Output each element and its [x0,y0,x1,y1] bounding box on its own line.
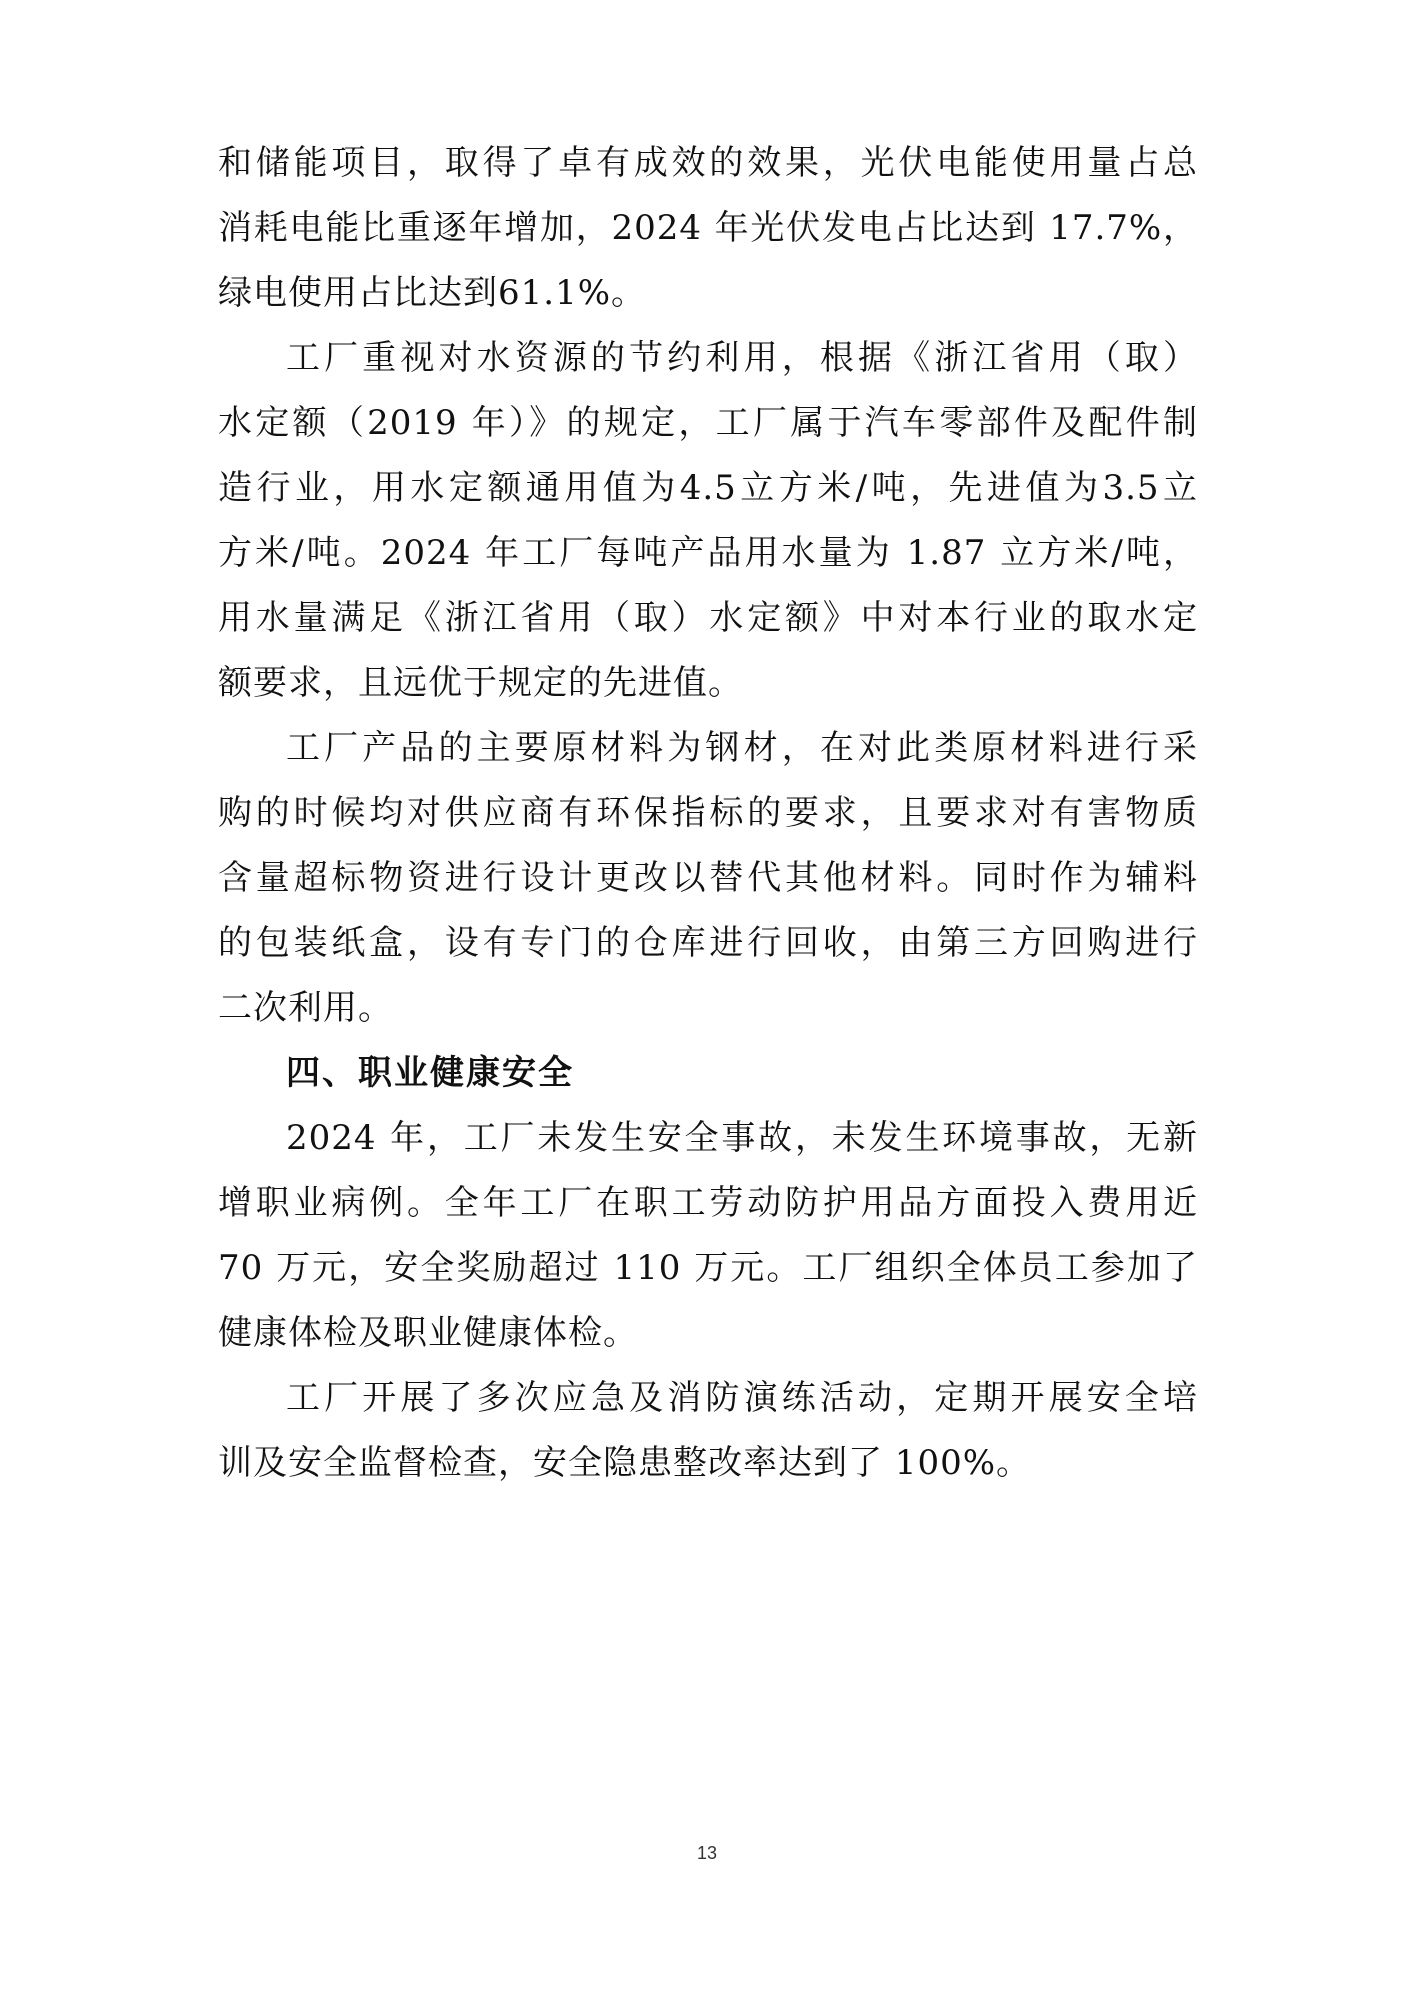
paragraph-3-line-4: 的包装纸盒，设有专门的仓库进行回收，由第三方回购进行 [218,923,1198,963]
section-paragraph-1-line-1: 2024 年，工厂未发生安全事故，未发生环境事故，无新 [286,1118,1198,1158]
paragraph-2-line-2: 水定额（2019 年）》的规定，工厂属于汽车零部件及配件制 [218,403,1198,443]
section-paragraph-1-line-2: 增职业病例。全年工厂在职工劳动防护用品方面投入费用近 [218,1183,1198,1223]
paragraph-2-line-6: 额要求，且远优于规定的先进值。 [218,663,743,703]
section-paragraph-1-line-4: 健康体检及职业健康体检。 [218,1313,638,1353]
paragraph-3-line-2: 购的时候均对供应商有环保指标的要求，且要求对有害物质 [218,793,1198,833]
page-number: 13 [696,1843,718,1863]
paragraph-2-line-5: 用水量满足《浙江省用（取）水定额》中对本行业的取水定 [218,598,1198,638]
paragraph-1-line-3: 绿电使用占比达到61.1%。 [218,273,647,313]
paragraph-1-line-2: 消耗电能比重逐年增加，2024 年光伏发电占比达到 17.7%， [218,208,1198,248]
section-paragraph-2-line-2: 训及安全监督检查，安全隐患整改率达到了 100%。 [218,1443,1032,1483]
section-heading: 四、职业健康安全 [286,1053,574,1093]
paragraph-3-line-5: 二次利用。 [218,988,393,1028]
section-paragraph-2-line-1: 工厂开展了多次应急及消防演练活动，定期开展安全培 [286,1378,1198,1418]
paragraph-2-line-3: 造行业，用水定额通用值为4.5立方米/吨，先进值为3.5立 [218,468,1198,508]
paragraph-2-line-4: 方米/吨。2024 年工厂每吨产品用水量为 1.87 立方米/吨， [218,533,1198,573]
paragraph-3-line-1: 工厂产品的主要原材料为钢材，在对此类原材料进行采 [286,728,1198,768]
paragraph-3-line-3: 含量超标物资进行设计更改以替代其他材料。同时作为辅料 [218,858,1198,898]
section-paragraph-1-line-3: 70 万元，安全奖励超过 110 万元。工厂组织全体员工参加了 [218,1248,1198,1288]
paragraph-2-line-1: 工厂重视对水资源的节约利用，根据《浙江省用（取） [286,338,1198,378]
paragraph-1-line-1: 和储能项目，取得了卓有成效的效果，光伏电能使用量占总 [218,143,1198,183]
